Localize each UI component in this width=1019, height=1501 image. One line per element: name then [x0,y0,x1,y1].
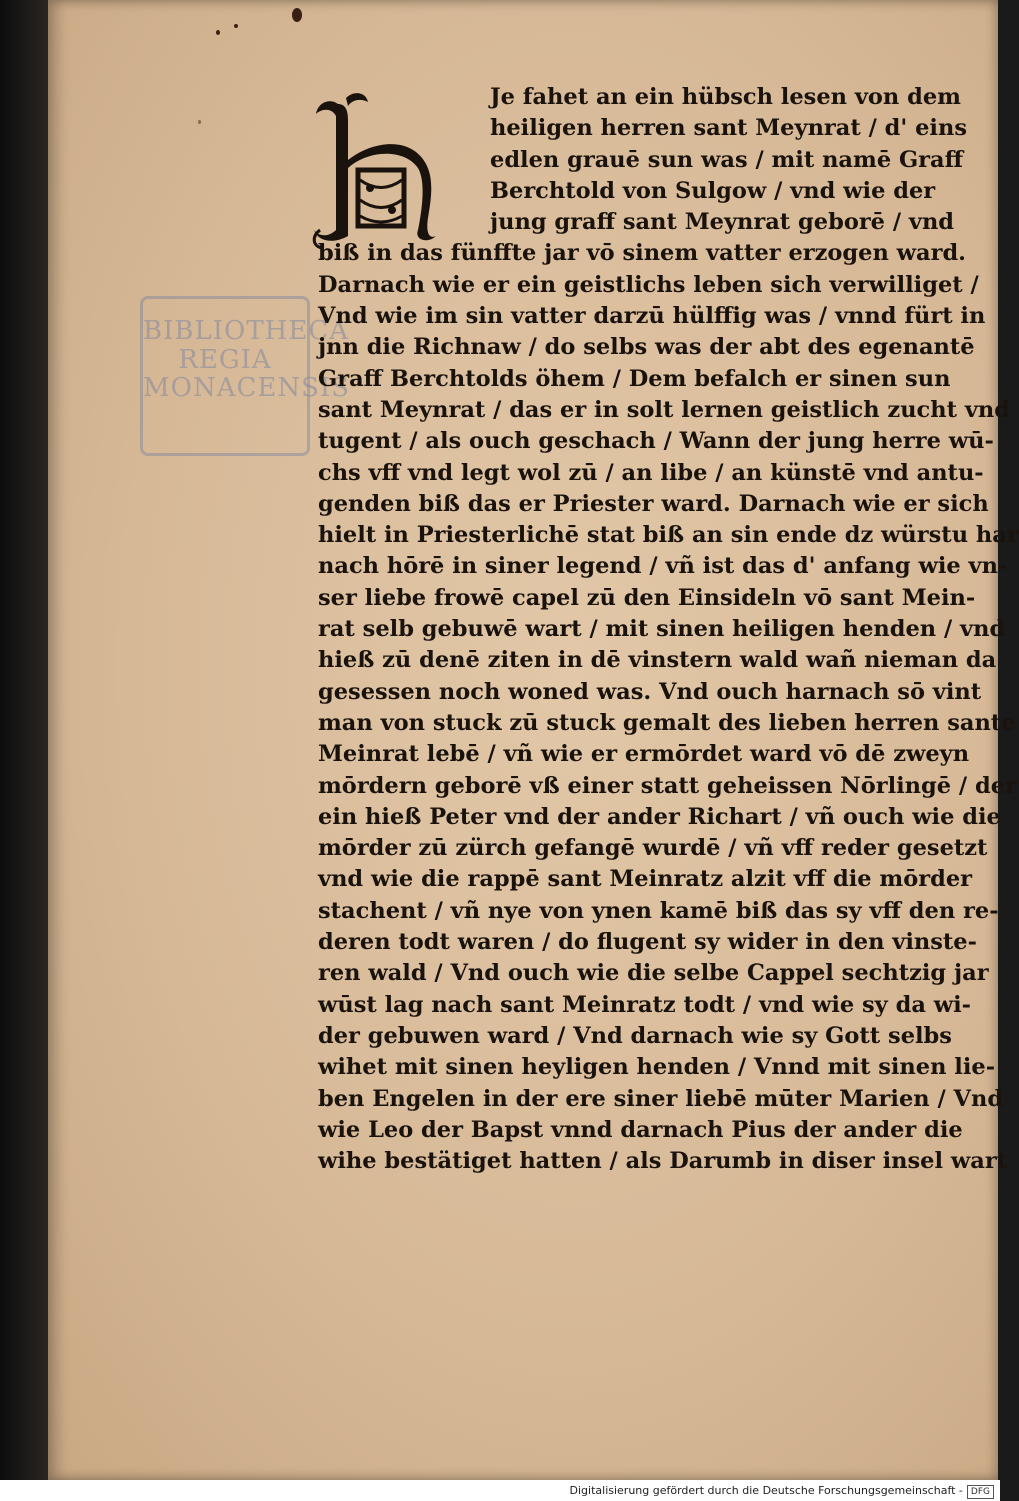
text-line: ben Engelen in der ere siner liebē mūter Marien / Vnd [318,1085,1004,1112]
text-line: tugent / als ouch geschach / Wann der jung herre wū- [318,428,994,455]
text-line: der gebuwen ward / Vnd darnach wie sy Gott selbs [318,1022,952,1049]
text-line: gesessen noch woned was. Vnd ouch harnach sō vint [318,678,982,705]
text-line: Graff Berchtolds öhem / Dem befalch er sinen sun [318,365,951,392]
text-line: jnn die Richnaw / do selbs was der abt des egenantē [318,334,975,361]
text-line: mōrder zū zürch gefangē wurdē / vñ vff reder gesetzt [318,835,988,862]
ink-speck [198,120,201,124]
stamp-line: MONACENSIS [143,373,350,404]
text-line: heiligen herren sant Meynrat / d' eins [490,115,967,142]
dfg-logo: DFG [967,1485,994,1499]
text-line: ren wald / Vnd ouch wie die selbe Cappel sechtzig jar [318,960,989,987]
text-line: hielt in Priesterlichē stat biß an sin ende dz würstu har [318,522,1019,549]
text-line: genden biß das er Priester ward. Darnach wie er sich [318,490,989,517]
text-line: chs vff vnd legt wol zū / an libe / an künstē vnd antu- [318,459,984,486]
stamp-line: REGIA [178,344,272,375]
text-line: rat selb gebuwē wart / mit sinen heiligen henden / vnd [318,616,1006,643]
text-line: Berchtold von Sulgow / vnd wie der [490,177,936,204]
text-line: wihe bestätiget hatten / als Darumb in diser insel wart [318,1148,1008,1175]
ink-speck [216,30,220,35]
text-line: wie Leo der Bapst vnnd darnach Pius der ander die [318,1116,963,1143]
book-gutter [0,0,48,1480]
library-stamp [140,296,350,456]
text-line: jung graff sant Meynrat geborē / vnd [490,209,955,236]
stamp-line: BIBLIOTHECA [143,316,349,346]
ink-speck [292,8,302,22]
funding-credit: Digitalisierung gefördert durch die Deutsche Forschungsgemeinschaft - [569,1484,963,1497]
text-line: wihet mit sinen heyligen henden / Vnnd mit sinen lie- [318,1054,996,1081]
digitization-footer [0,1480,1000,1501]
text-line: Meinrat lebē / vñ wie er ermōrdet ward vō dē zweyn [318,741,970,768]
text-line: Je fahet an ein hübsch lesen von dem [490,84,961,110]
text-line: wūst lag nach sant Meinratz todt / vnd wie sy da wi- [318,991,971,1018]
text-line: ein hieß Peter vnd der ander Richart / vñ ouch wie die [318,803,1001,830]
text-line: nach hōrē in siner legend / vñ ist das d' anfang wie vn- [318,553,1008,580]
text-line: edlen grauē sun was / mit namē Graff [490,146,964,173]
text-line: hieß zū denē ziten in dē vinstern wald wañ nieman da [318,647,997,674]
text-line: stachent / vñ nye von ynen kamē biß das sy vff den re- [318,897,999,924]
text-line: ser liebe frowē capel zū den Einsideln vō sant Mein- [318,584,976,611]
text-line: biß in das fünffte jar vō sinem vatter erzogen ward. [318,240,967,267]
text-line: vnd wie die rappē sant Meinratz alzit vff die mōrder [318,866,972,893]
text-line: Vnd wie im sin vatter darzū hülffig was / vnnd fürt in [318,303,986,330]
body-text [318,82,1019,1177]
text-line: sant Meynrat / das er in solt lernen geistlich zucht vnd [318,396,1011,423]
text-line: man von stuck zū stuck gemalt des lieben herren sante [318,709,1016,736]
text-line: Darnach wie er ein geistlichs leben sich verwilliget / [318,271,979,298]
text-line: mōrdern geborē vß einer statt geheissen Nōrlingē / der [318,772,1017,799]
ink-speck [234,24,238,28]
text-line: deren todt waren / do flugent sy wider in den vinste- [318,929,977,956]
